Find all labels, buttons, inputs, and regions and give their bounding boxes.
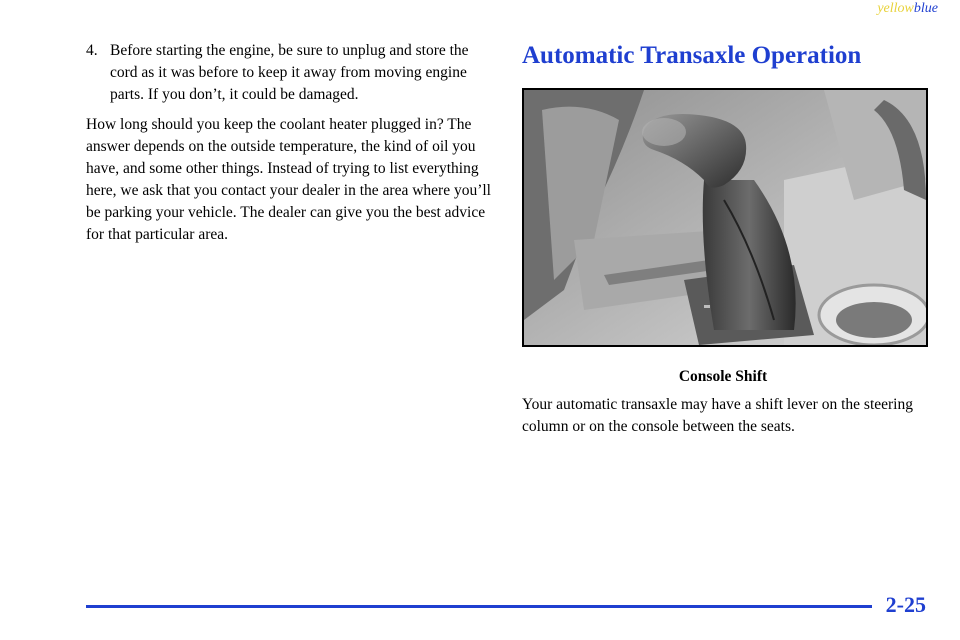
color-marker-yellow: yellow xyxy=(877,1,914,16)
footer-rule xyxy=(86,605,872,608)
color-marker xyxy=(877,1,938,17)
step-number: 4. xyxy=(86,42,98,59)
page-number: 2-25 xyxy=(885,592,926,617)
body-paragraph-right: Your automatic transaxle may have a shift lever on the steering column or on the console between the seats. xyxy=(522,396,913,435)
section-title: Automatic Transaxle Operation xyxy=(522,42,862,69)
body-paragraph: How long should you keep the coolant heater plugged in? The answer depends on the outside temperature, the kind of oil you have, and some other things. Instead of trying to list everything here, we ask that you contact your dealer in the area where you’ll be parking your vehicle. The dealer can give you the best advice for that particular area. xyxy=(86,116,491,243)
right-column xyxy=(522,40,928,435)
numbered-step xyxy=(86,40,496,106)
step-text: Before starting the engine, be sure to unplug and store the cord as it was before to keep it away from moving engine parts. If you don’t, it could be damaged. xyxy=(110,42,469,103)
console-shift-photo xyxy=(522,88,928,347)
left-column xyxy=(86,40,496,246)
console-shift-illustration xyxy=(524,90,926,345)
photo-caption: Console Shift xyxy=(678,368,768,385)
color-marker-blue: blue xyxy=(913,1,938,16)
